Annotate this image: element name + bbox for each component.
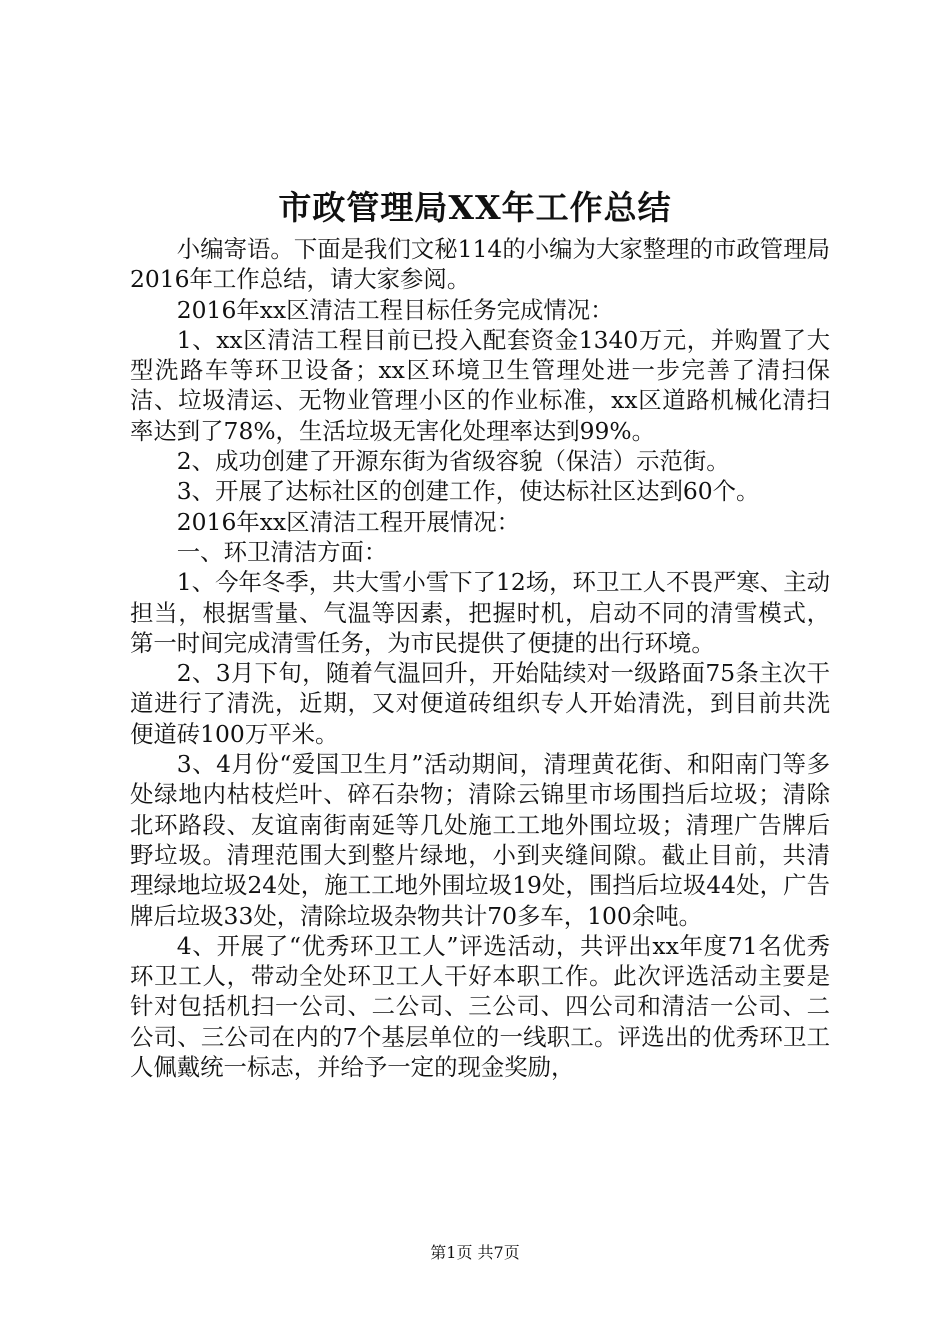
paragraph-intro: 小编寄语。下面是我们文秘114的小编为大家整理的市政管理局2016年工作总结，请大家参阅。 [130, 235, 830, 294]
paragraph-target-item-2: 2、成功创建了开源东街为省级容貌（保洁）示范街。 [176, 447, 730, 476]
paragraph-section-item-1: 1、今年冬季，共大雪小雪下了12场，环卫工人不畏严寒、主动担当，根据雪量、气温等因素，把握时机，启动不同的清雪模式，第一时间完成清雪任务，为市民提供了便捷的出行环境。 [130, 568, 830, 657]
paragraph-target-item-1: 1、xx区清洁工程目前已投入配套资金1340万元，并购置了大型洗路车等环卫设备；xx区环境卫生管理处进一步完善了清扫保洁、垃圾清运、无物业管理小区的作业标准，xx区道路机械化清扫率达到了78%，生活垃圾无害化处理率达到99%。 [130, 325, 830, 445]
paragraph-section-item-2: 2、3月下旬，随着气温回升，开始陆续对一级路面75条主次干道进行了清洗，近期，又对便道砖组织专人开始清洗，到目前共洗便道砖100万平米。 [130, 659, 830, 748]
page-footer: 第1页 共7页 [430, 1243, 520, 1262]
paragraph-section-item-3: 3、4月份“爱国卫生月”活动期间，清理黄花街、和阳南门等多处绿地内枯枝烂叶、碎石杂物；清除云锦里市场围挡后垃圾；清除北环路段、友谊南街南延等几处施工工地外围垃圾；清理广告牌后野垃圾。清理范围大到整片绿地，小到夹缝间隙。截止目前，共清理绿地垃圾24处，施工工地外围垃圾19处，围挡后垃圾44处，广告牌后垃圾33处，清除垃圾杂物共计70多车，100余吨。 [130, 750, 830, 930]
document-body [130, 234, 830, 1082]
paragraph-section-heading: 一、环卫清洁方面： [176, 537, 388, 566]
paragraph-target-item-3: 3、开展了达标社区的创建工作，使达标社区达到60个。 [176, 477, 760, 506]
paragraph-progress-heading: 2016年xx区清洁工程开展情况： [176, 507, 521, 536]
document-title: 市政管理局XX年工作总结 [278, 188, 672, 227]
paragraph-target-heading: 2016年xx区清洁工程目标任务完成情况： [176, 295, 614, 324]
paragraph-section-item-4: 4、开展了“优秀环卫工人”评选活动，共评出xx年度71名优秀环卫工人，带动全处环卫工人干好本职工作。此次评选活动主要是针对包括机扫一公司、二公司、三公司、四公司和清洁一公司、二公司、三公司在内的7个基层单位的一线职工。评选出的优秀环卫工人佩戴统一标志，并给予一定的现金奖励， [130, 931, 830, 1082]
